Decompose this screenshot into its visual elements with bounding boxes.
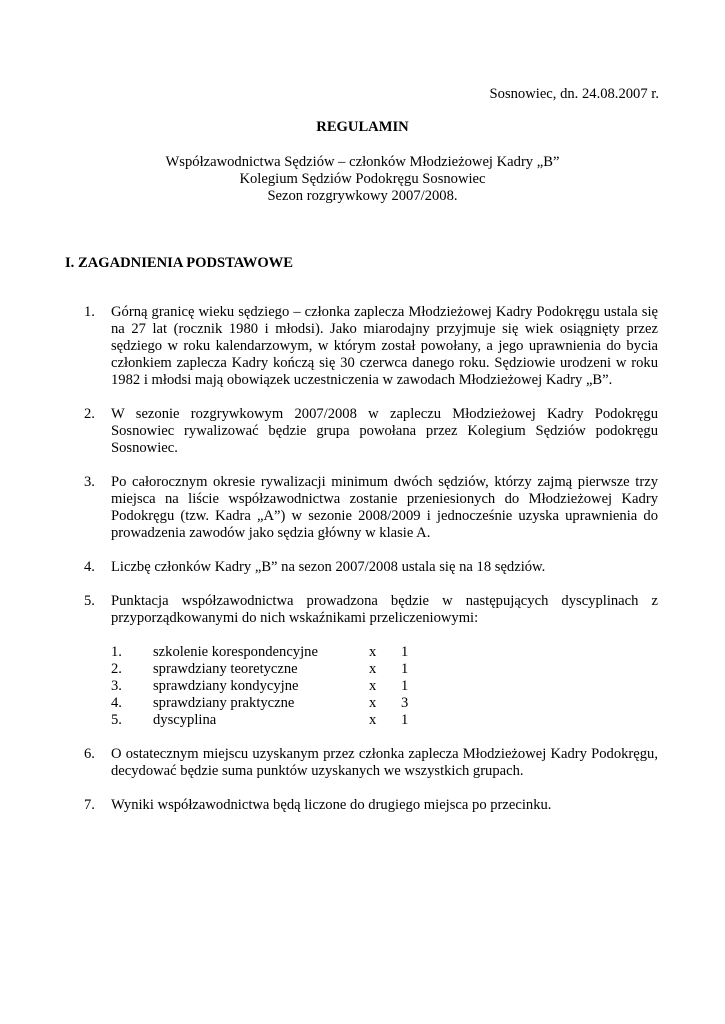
rule-number: 1. xyxy=(84,304,95,320)
subtitle-line: Kolegium Sędziów Podokręgu Sosnowiec xyxy=(239,171,486,187)
rule-number: 7. xyxy=(84,797,95,813)
discipline-row xyxy=(111,695,658,712)
rule-text: Punktacja współzawodnictwa prowadzona będzie w następujących dyscyplinach z przyporządkowanymi do nich wskaźnikami przeliczeniowymi: xyxy=(111,593,658,626)
discipline-factor: 1 xyxy=(401,712,409,728)
subtitle-line: Sezon rozgrywkowy 2007/2008. xyxy=(267,188,458,204)
discipline-factor: 3 xyxy=(401,695,409,711)
rule-number: 6. xyxy=(84,746,95,762)
subtitle-line: Współzawodnictwa Sędziów – członków Młodzieżowej Kadry „B” xyxy=(165,154,560,170)
rule-item xyxy=(84,746,658,780)
discipline-name: sprawdziany teoretyczne xyxy=(153,661,298,677)
rule-item xyxy=(84,304,658,389)
discipline-name: sprawdziany kondycyjne xyxy=(153,678,299,694)
rule-item xyxy=(84,559,658,576)
discipline-operator: x xyxy=(369,678,377,694)
rule-text: Górną granicę wieku sędziego – członka zaplecza Młodzieżowej Kadry Podokręgu ustala się na 27 lat (rocznik 1980 i młodsi). Jako miarodajny przyjmuje się wiek osiągnięty przez sędziego w roku kalendarzowym, w którym został powołany, a jego uprawnienia do bycia członkiem zaplecza Kadry kończą się 30 czerwca danego roku. Sędziowie urodzeni w roku 1982 i młodsi mają obowiązek uczestniczenia w zawodach Młodzieżowej Kadry „B”. xyxy=(111,304,658,388)
discipline-row xyxy=(111,644,658,661)
discipline-number: 2. xyxy=(111,661,122,677)
discipline-name: sprawdziany praktyczne xyxy=(153,695,295,711)
discipline-number: 5. xyxy=(111,712,122,728)
document-date: Sosnowiec, dn. 24.08.2007 r. xyxy=(489,86,659,102)
discipline-number: 3. xyxy=(111,678,122,694)
rule-item xyxy=(84,593,658,729)
rules-list xyxy=(84,304,658,831)
discipline-row xyxy=(111,712,658,729)
rule-text: Po całorocznym okresie rywalizacji minimum dwóch sędziów, którzy zajmą pierwsze trzy miejsca na liście współzawodnictwa zostanie przeniesionych do Młodzieżowej Kadry Podokręgu (tzw. Kadra „A”) w sezonie 2008/2009 i jednocześnie uzyska uprawnienia do prowadzenia zawodów jako sędzia główny w klasie A. xyxy=(111,474,658,541)
discipline-factor: 1 xyxy=(401,678,409,694)
discipline-operator: x xyxy=(369,695,377,711)
document-subtitle xyxy=(0,154,725,205)
discipline-operator: x xyxy=(369,644,377,660)
rule-number: 2. xyxy=(84,406,95,422)
discipline-name: szkolenie korespondencyjne xyxy=(153,644,318,660)
discipline-row xyxy=(111,661,658,678)
discipline-factor: 1 xyxy=(401,644,409,660)
rule-text: O ostatecznym miejscu uzyskanym przez członka zaplecza Młodzieżowej Kadry Podokręgu, decydować będzie suma punktów uzyskanych we wszystkich grupach. xyxy=(111,746,658,779)
rule-number: 4. xyxy=(84,559,95,575)
rule-number: 3. xyxy=(84,474,95,490)
rule-item xyxy=(84,406,658,457)
rule-text-block xyxy=(111,593,658,729)
document-title: REGULAMIN xyxy=(316,119,409,135)
section-heading: I. ZAGADNIENIA PODSTAWOWE xyxy=(65,255,293,271)
discipline-factor: 1 xyxy=(401,661,409,677)
discipline-number: 4. xyxy=(111,695,122,711)
rule-text: W sezonie rozgrywkowym 2007/2008 w zapleczu Młodzieżowej Kadry Podokręgu Sosnowiec rywalizować będzie grupa powołana przez Kolegium Sędziów podokręgu Sosnowiec. xyxy=(111,406,658,456)
rule-number: 5. xyxy=(84,593,95,609)
rule-text: Wyniki współzawodnictwa będą liczone do drugiego miejsca po przecinku. xyxy=(111,797,552,813)
discipline-number: 1. xyxy=(111,644,122,660)
discipline-operator: x xyxy=(369,712,377,728)
disciplines-table xyxy=(111,644,658,729)
rule-item xyxy=(84,797,658,814)
discipline-name: dyscyplina xyxy=(153,712,217,728)
rule-item xyxy=(84,474,658,542)
discipline-row xyxy=(111,678,658,695)
rule-text: Liczbę członków Kadry „B” na sezon 2007/2008 ustala się na 18 sędziów. xyxy=(111,559,546,575)
discipline-operator: x xyxy=(369,661,377,677)
